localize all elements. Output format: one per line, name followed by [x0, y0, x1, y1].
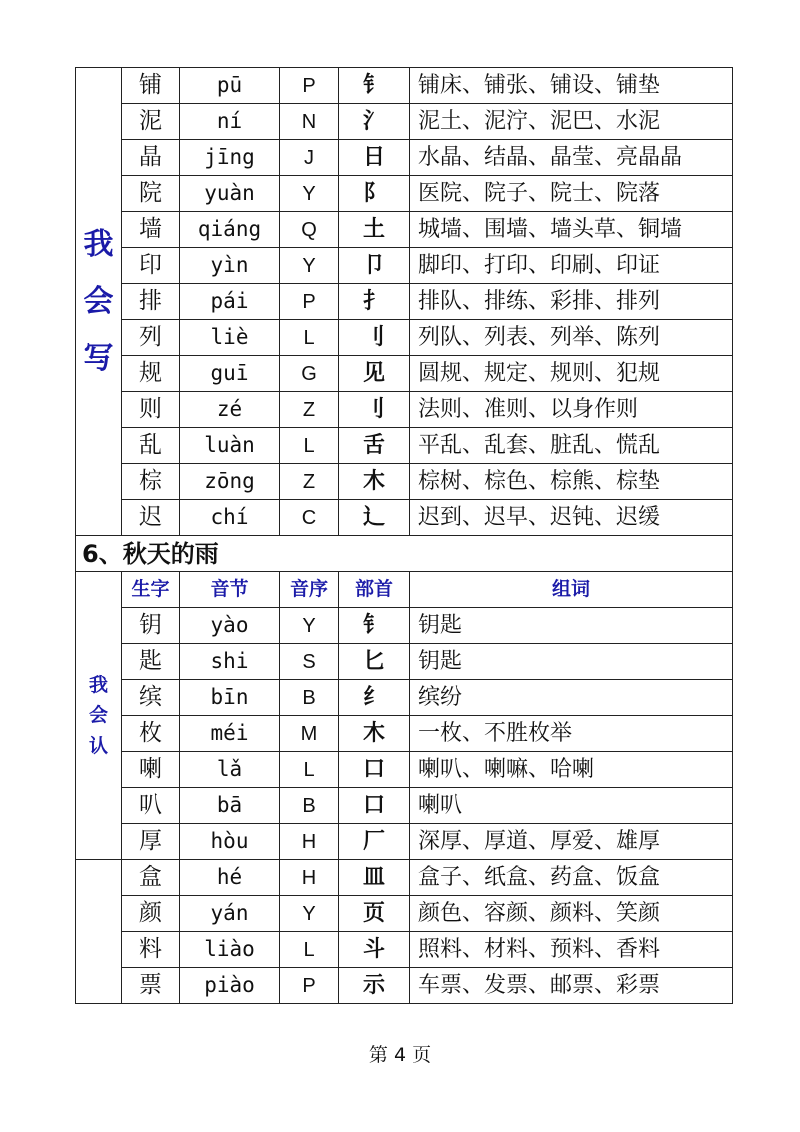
table-row	[76, 104, 733, 140]
words-cell: 水晶、结晶、晶莹、亮晶晶	[410, 140, 733, 176]
radical-cell: 土	[339, 212, 410, 248]
char-cell: 料	[122, 932, 180, 968]
order-cell: H	[280, 860, 339, 896]
order-cell: S	[280, 644, 339, 680]
radical-cell: 钅	[339, 68, 410, 104]
header-pinyin: 音节	[180, 572, 280, 608]
words-cell: 缤纷	[410, 680, 733, 716]
table-row	[76, 932, 733, 968]
words-cell: 一枚、不胜枚举	[410, 716, 733, 752]
table-row	[76, 824, 733, 860]
radical-cell: 厂	[339, 824, 410, 860]
section-label-char: 我	[83, 227, 114, 262]
order-cell: Z	[280, 392, 339, 428]
char-cell: 钥	[122, 608, 180, 644]
radical-cell: 刂	[339, 392, 410, 428]
words-cell: 城墙、围墙、墙头草、铜墙	[410, 212, 733, 248]
words-cell: 泥土、泥泞、泥巴、水泥	[410, 104, 733, 140]
words-cell: 法则、准则、以身作则	[410, 392, 733, 428]
table-row	[76, 752, 733, 788]
header-words: 组词	[410, 572, 733, 608]
table-row	[76, 176, 733, 212]
radical-cell: 刂	[339, 320, 410, 356]
order-cell: L	[280, 932, 339, 968]
char-cell: 盒	[122, 860, 180, 896]
table-row	[76, 608, 733, 644]
radical-cell: 口	[339, 788, 410, 824]
pinyin-cell: pái	[180, 284, 280, 320]
words-cell: 排队、排练、彩排、排列	[410, 284, 733, 320]
table-row	[76, 716, 733, 752]
pinyin-cell: bā	[180, 788, 280, 824]
order-cell: B	[280, 680, 339, 716]
section-label-extra	[76, 860, 122, 1004]
table-row	[76, 320, 733, 356]
words-cell: 迟到、迟早、迟钝、迟缓	[410, 500, 733, 536]
header-radical: 部首	[339, 572, 410, 608]
char-cell: 墙	[122, 212, 180, 248]
pinyin-cell: pū	[180, 68, 280, 104]
order-cell: Y	[280, 608, 339, 644]
header-order: 音序	[280, 572, 339, 608]
pinyin-cell: shi	[180, 644, 280, 680]
table-row	[76, 500, 733, 536]
table-row	[76, 968, 733, 1004]
char-cell: 则	[122, 392, 180, 428]
words-cell: 喇叭、喇嘛、哈喇	[410, 752, 733, 788]
order-cell: P	[280, 68, 339, 104]
pinyin-cell: jīng	[180, 140, 280, 176]
table-row	[76, 248, 733, 284]
radical-cell: 页	[339, 896, 410, 932]
words-cell: 深厚、厚道、厚爱、雄厚	[410, 824, 733, 860]
vocab-table	[75, 67, 733, 1004]
char-cell: 棕	[122, 464, 180, 500]
radical-cell: 皿	[339, 860, 410, 896]
radical-cell: 日	[339, 140, 410, 176]
page-number: 4	[393, 1044, 407, 1066]
order-cell: L	[280, 428, 339, 464]
words-cell: 圆规、规定、规则、犯规	[410, 356, 733, 392]
table-row	[76, 284, 733, 320]
radical-cell: 口	[339, 752, 410, 788]
pinyin-cell: méi	[180, 716, 280, 752]
char-cell: 票	[122, 968, 180, 1004]
footer-suffix: 页	[412, 1044, 432, 1066]
order-cell: P	[280, 968, 339, 1004]
radical-cell: 辶	[339, 500, 410, 536]
radical-cell: 木	[339, 464, 410, 500]
pinyin-cell: chí	[180, 500, 280, 536]
radical-cell: 示	[339, 968, 410, 1004]
pinyin-cell: hé	[180, 860, 280, 896]
pinyin-cell: yìn	[180, 248, 280, 284]
table-row	[76, 428, 733, 464]
pinyin-cell: bīn	[180, 680, 280, 716]
char-cell: 列	[122, 320, 180, 356]
pinyin-cell: liè	[180, 320, 280, 356]
pinyin-cell: luàn	[180, 428, 280, 464]
table-row	[76, 788, 733, 824]
words-cell: 医院、院子、院士、院落	[410, 176, 733, 212]
table-row	[76, 896, 733, 932]
char-cell: 喇	[122, 752, 180, 788]
order-cell: L	[280, 752, 339, 788]
char-cell: 叭	[122, 788, 180, 824]
char-cell: 枚	[122, 716, 180, 752]
order-cell: M	[280, 716, 339, 752]
char-cell: 迟	[122, 500, 180, 536]
pinyin-cell: ní	[180, 104, 280, 140]
section-label-char: 我	[88, 673, 108, 696]
radical-cell: 钅	[339, 608, 410, 644]
char-cell: 排	[122, 284, 180, 320]
order-cell: J	[280, 140, 339, 176]
pinyin-cell: piào	[180, 968, 280, 1004]
words-cell: 铺床、铺张、铺设、铺垫	[410, 68, 733, 104]
words-cell: 钥匙	[410, 644, 733, 680]
order-cell: Y	[280, 896, 339, 932]
order-cell: L	[280, 320, 339, 356]
table-row	[76, 860, 733, 896]
section-label-char: 写	[83, 341, 114, 376]
pinyin-cell: lǎ	[180, 752, 280, 788]
pinyin-cell: qiáng	[180, 212, 280, 248]
char-cell: 晶	[122, 140, 180, 176]
table-row	[76, 140, 733, 176]
table-row	[76, 68, 733, 104]
header-row	[76, 572, 733, 608]
section-label-char: 会	[88, 704, 108, 727]
order-cell: P	[280, 284, 339, 320]
pinyin-cell: liào	[180, 932, 280, 968]
section-label-recognize	[76, 572, 122, 860]
pinyin-cell: zé	[180, 392, 280, 428]
char-cell: 院	[122, 176, 180, 212]
char-cell: 铺	[122, 68, 180, 104]
order-cell: N	[280, 104, 339, 140]
page-footer	[0, 1040, 800, 1067]
char-cell: 泥	[122, 104, 180, 140]
words-cell: 列队、列表、列举、陈列	[410, 320, 733, 356]
words-cell: 钥匙	[410, 608, 733, 644]
section-label-char: 会	[83, 284, 114, 319]
char-cell: 匙	[122, 644, 180, 680]
order-cell: Y	[280, 176, 339, 212]
pinyin-cell: zōng	[180, 464, 280, 500]
table-row	[76, 356, 733, 392]
footer-prefix: 第	[368, 1044, 388, 1066]
words-cell: 平乱、乱套、脏乱、慌乱	[410, 428, 733, 464]
words-cell: 棕树、棕色、棕熊、棕垫	[410, 464, 733, 500]
words-cell: 盒子、纸盒、药盒、饭盒	[410, 860, 733, 896]
radical-cell: 舌	[339, 428, 410, 464]
radical-cell: 斗	[339, 932, 410, 968]
radical-cell: 氵	[339, 104, 410, 140]
char-cell: 厚	[122, 824, 180, 860]
radical-cell: 卩	[339, 248, 410, 284]
radical-cell: 阝	[339, 176, 410, 212]
char-cell: 印	[122, 248, 180, 284]
radical-cell: 见	[339, 356, 410, 392]
radical-cell: 扌	[339, 284, 410, 320]
section-label-write	[76, 68, 122, 536]
pinyin-cell: yuàn	[180, 176, 280, 212]
order-cell: B	[280, 788, 339, 824]
table-row	[76, 680, 733, 716]
words-cell: 脚印、打印、印刷、印证	[410, 248, 733, 284]
lesson-title: 6、秋天的雨	[76, 536, 733, 572]
char-cell: 缤	[122, 680, 180, 716]
order-cell: Q	[280, 212, 339, 248]
table-row	[76, 212, 733, 248]
order-cell: H	[280, 824, 339, 860]
lesson-title-row	[76, 536, 733, 572]
words-cell: 颜色、容颜、颜料、笑颜	[410, 896, 733, 932]
table-row	[76, 392, 733, 428]
words-cell: 喇叭	[410, 788, 733, 824]
radical-cell: 匕	[339, 644, 410, 680]
table-row	[76, 464, 733, 500]
order-cell: C	[280, 500, 339, 536]
header-char: 生字	[122, 572, 180, 608]
pinyin-cell: hòu	[180, 824, 280, 860]
char-cell: 规	[122, 356, 180, 392]
pinyin-cell: yán	[180, 896, 280, 932]
pinyin-cell: yào	[180, 608, 280, 644]
pinyin-cell: guī	[180, 356, 280, 392]
radical-cell: 木	[339, 716, 410, 752]
order-cell: Z	[280, 464, 339, 500]
radical-cell: 纟	[339, 680, 410, 716]
words-cell: 照料、材料、预料、香料	[410, 932, 733, 968]
char-cell: 颜	[122, 896, 180, 932]
char-cell: 乱	[122, 428, 180, 464]
table-row	[76, 644, 733, 680]
order-cell: G	[280, 356, 339, 392]
section-label-char: 认	[88, 734, 108, 757]
words-cell: 车票、发票、邮票、彩票	[410, 968, 733, 1004]
order-cell: Y	[280, 248, 339, 284]
